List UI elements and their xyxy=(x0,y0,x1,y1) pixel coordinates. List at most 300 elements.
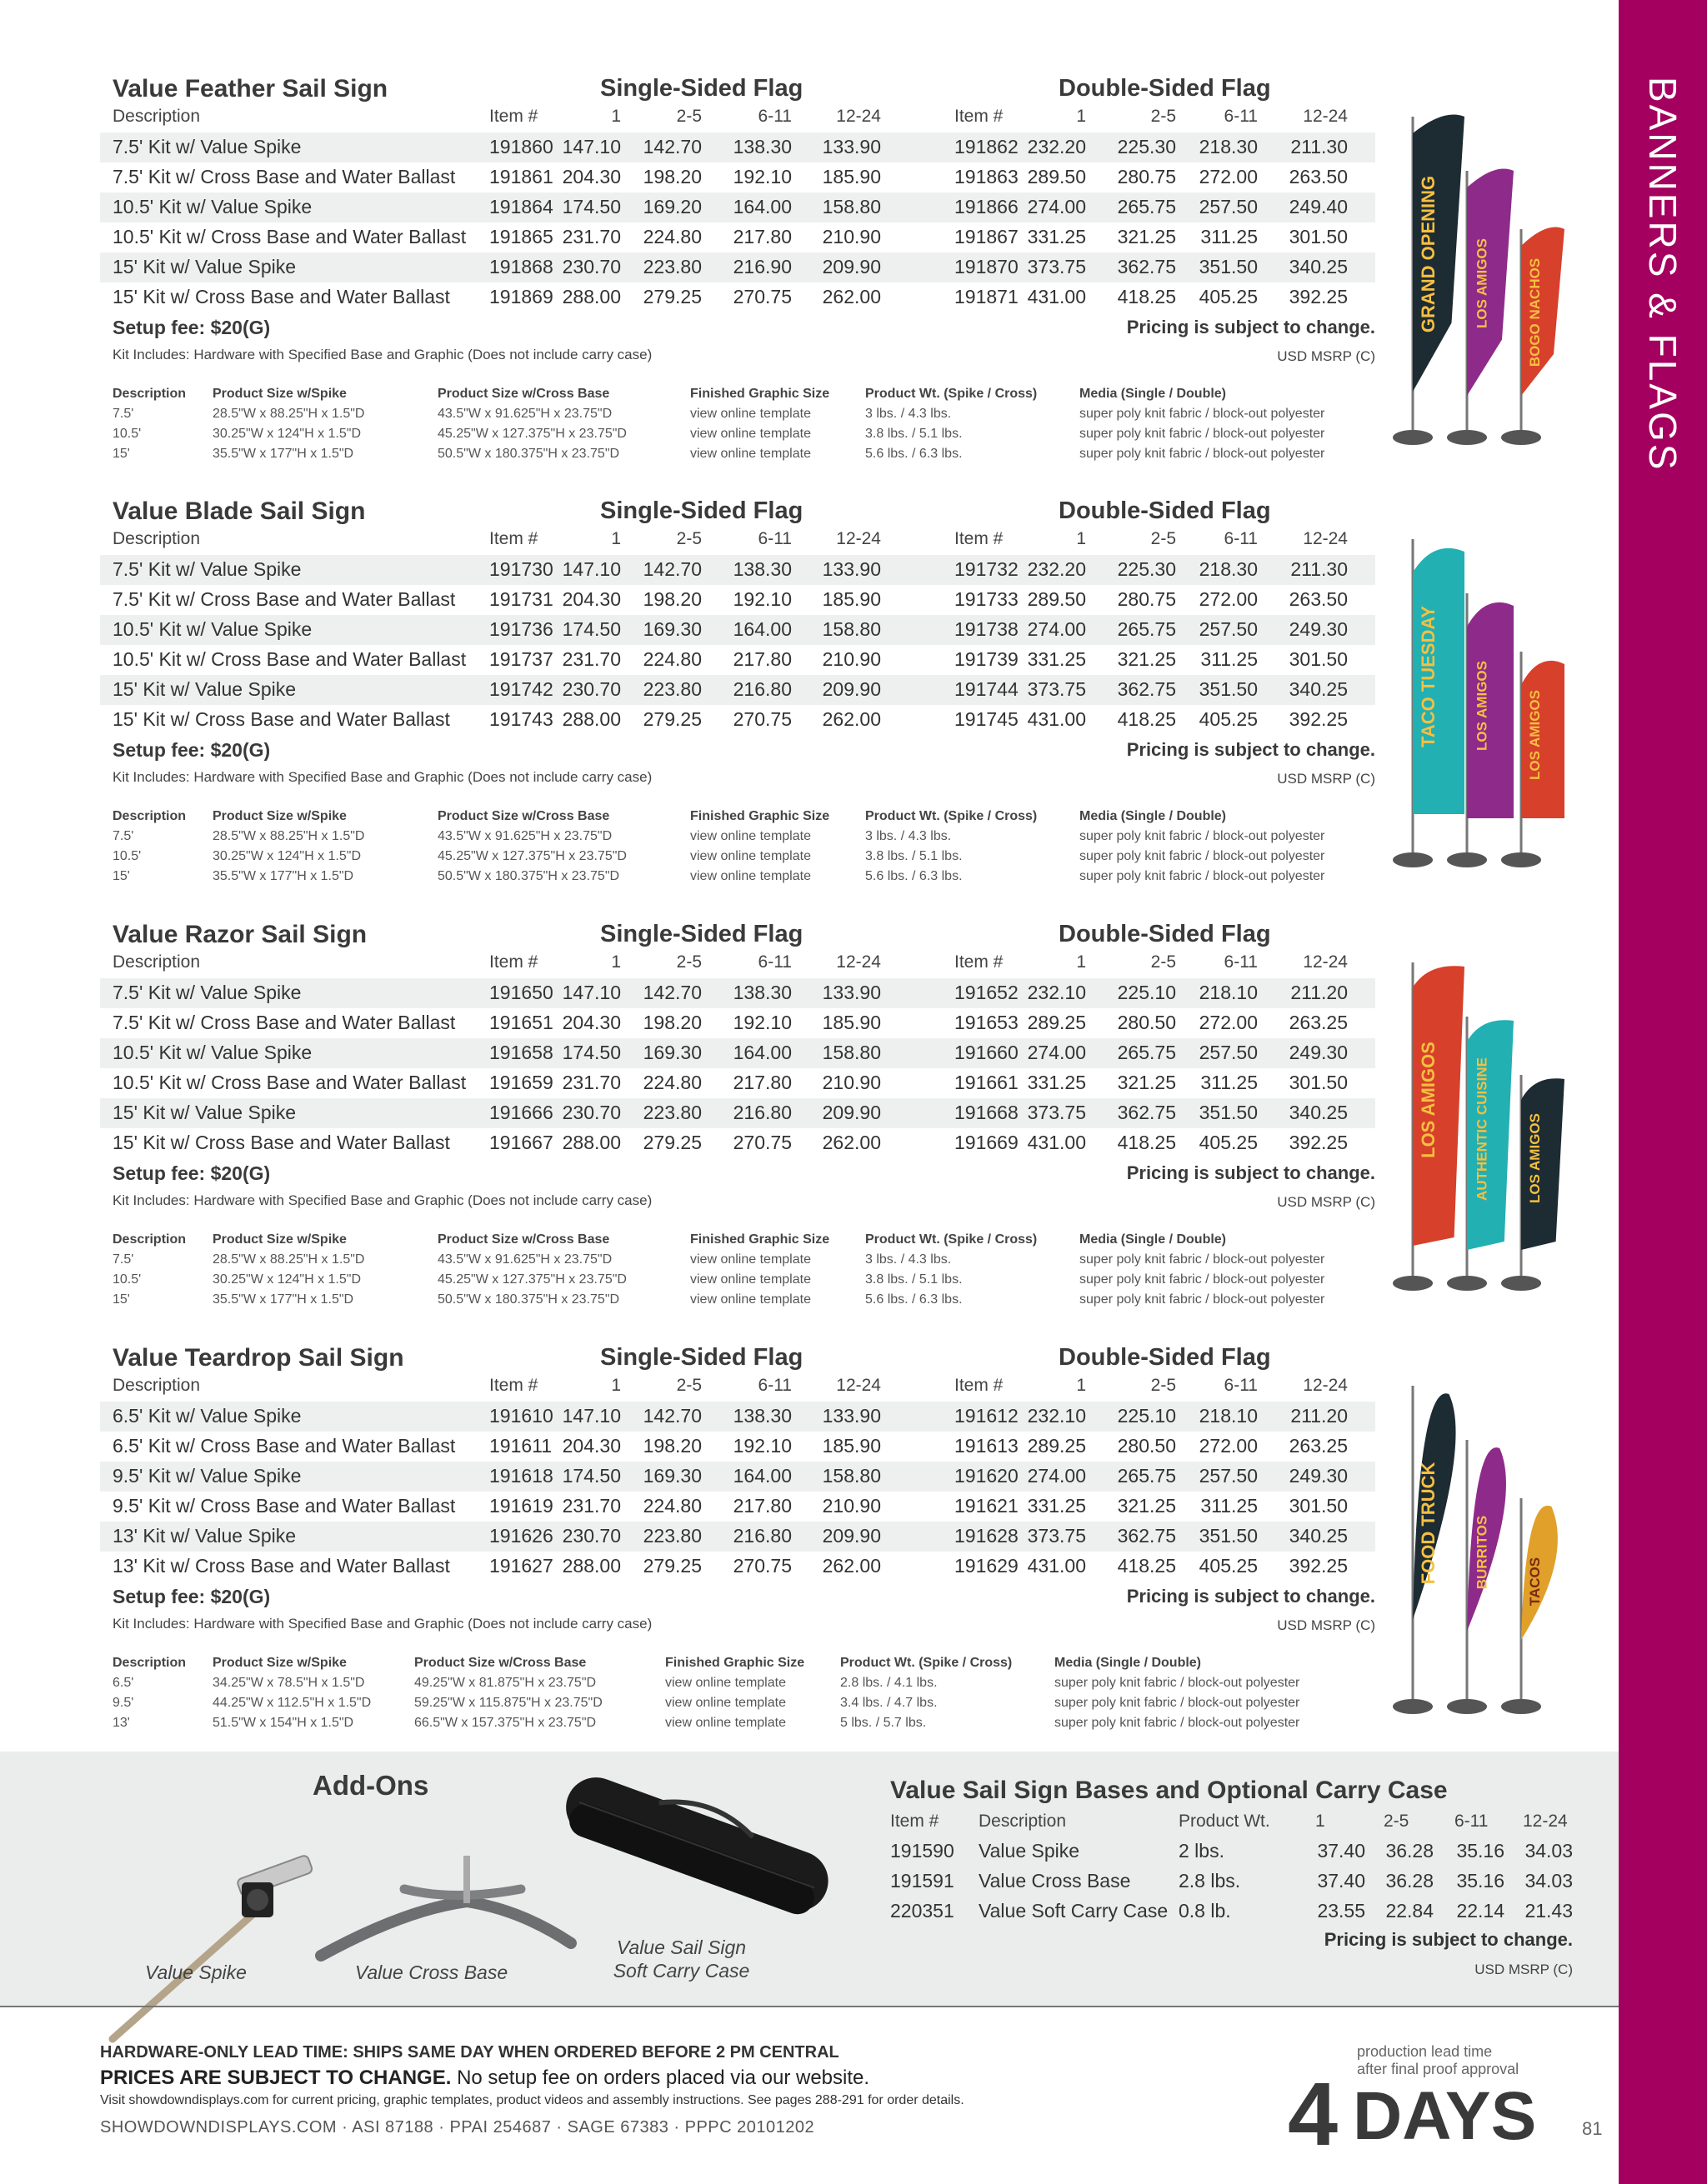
spec-header: Finished Graphic Size xyxy=(665,1656,805,1670)
bases-title: Value Sail Sign Bases and Optional Carry Case xyxy=(890,1777,1448,1804)
single-price: 158.80 xyxy=(822,1042,881,1063)
double-price: 232.20 xyxy=(1027,136,1086,157)
bases-price: 34.03 xyxy=(1524,1840,1573,1862)
pricing-note: Pricing is subject to change. xyxy=(1126,739,1375,760)
double-price: 321.25 xyxy=(1117,648,1176,670)
single-price: 223.80 xyxy=(643,256,702,277)
bases-item-number: 191591 xyxy=(890,1870,954,1892)
col-qty: 6-11 xyxy=(758,529,792,548)
spec-cell: 43.5"W x 91.625"H x 23.75"D xyxy=(438,407,613,421)
single-price: 158.80 xyxy=(822,1465,881,1487)
col-item: Item # xyxy=(954,1376,1004,1395)
spec-cell: view online template xyxy=(665,1716,786,1730)
double-price: 301.50 xyxy=(1289,1072,1348,1093)
spec-cell: 3.8 lbs. / 5.1 lbs. xyxy=(865,427,963,441)
row-description: 10.5' Kit w/ Value Spike xyxy=(113,196,313,217)
col-item: Item # xyxy=(954,529,1004,548)
table-row xyxy=(100,645,1375,675)
row-description: 7.5' Kit w/ Cross Base and Water Ballast xyxy=(113,1012,456,1033)
double-price: 418.25 xyxy=(1117,708,1176,730)
double-item-number: 191669 xyxy=(954,1132,1019,1153)
single-price: 210.90 xyxy=(822,226,881,247)
col-qty: 12-24 xyxy=(836,952,881,972)
double-price: 373.75 xyxy=(1027,1102,1086,1123)
bases-price: 35.16 xyxy=(1456,1840,1504,1862)
single-sided-heading: Single-Sided Flag xyxy=(600,497,803,524)
double-price: 392.25 xyxy=(1289,708,1348,730)
prices-rest: No setup fee on orders placed via our website. xyxy=(451,2067,870,2089)
table-row xyxy=(100,978,1375,1008)
single-price: 217.80 xyxy=(733,1495,792,1517)
double-price: 392.25 xyxy=(1289,286,1348,307)
pricing-note: Pricing is subject to change. xyxy=(1126,1162,1375,1183)
table-row xyxy=(100,1402,1375,1432)
spec-cell: view online template xyxy=(665,1676,786,1690)
table-row xyxy=(100,1098,1375,1128)
col-description: Description xyxy=(113,1376,201,1395)
double-price: 272.00 xyxy=(1199,166,1258,187)
spec-header: Product Size w/Spike xyxy=(213,1656,347,1670)
double-price: 351.50 xyxy=(1199,1102,1258,1123)
row-description: 15' Kit w/ Value Spike xyxy=(113,678,297,700)
spec-cell: 45.25"W x 127.375"H x 23.75"D xyxy=(438,427,627,441)
table-row xyxy=(100,1522,1375,1552)
double-price: 274.00 xyxy=(1027,1042,1086,1063)
flag-graphic-text: LOS AMIGOS xyxy=(1474,238,1490,328)
double-item-number: 191629 xyxy=(954,1555,1019,1577)
bases-item-number: 220351 xyxy=(890,1900,954,1922)
spec-cell: super poly knit fabric / block-out polyester xyxy=(1079,1252,1325,1267)
caption-carry-case-line2: Soft Carry Case xyxy=(613,1960,750,1982)
flag-graphic-text: TACOS xyxy=(1526,1557,1543,1607)
double-sided-heading: Double-Sided Flag xyxy=(1059,497,1271,524)
double-price: 431.00 xyxy=(1027,1132,1086,1153)
spec-cell: 5.6 lbs. / 6.3 lbs. xyxy=(865,1292,963,1307)
spec-cell: view online template xyxy=(690,447,811,461)
double-price: 373.75 xyxy=(1027,256,1086,277)
double-price: 351.50 xyxy=(1199,1525,1258,1547)
row-description: 10.5' Kit w/ Cross Base and Water Ballast xyxy=(113,226,467,247)
lead-days-number: 4 xyxy=(1288,2063,1339,2164)
single-price: 192.10 xyxy=(733,1435,792,1457)
table-row xyxy=(100,1008,1375,1038)
spec-cell: 3 lbs. / 4.3 lbs. xyxy=(865,1252,952,1267)
bases-weight: 0.8 lb. xyxy=(1179,1900,1231,1922)
double-price: 362.75 xyxy=(1117,678,1176,700)
spec-cell: 35.5"W x 177"H x 1.5"D xyxy=(213,869,354,883)
double-price: 249.30 xyxy=(1289,1042,1348,1063)
single-item-number: 191736 xyxy=(489,618,553,640)
double-price: 280.50 xyxy=(1117,1012,1176,1033)
spec-cell: 43.5"W x 91.625"H x 23.75"D xyxy=(438,829,613,843)
kit-includes: Kit Includes: Hardware with Specified Base and Graphic (Does not include carry case) xyxy=(113,1192,653,1208)
single-price: 192.10 xyxy=(733,588,792,610)
col-qty: 2-5 xyxy=(1150,107,1176,126)
single-price: 270.75 xyxy=(733,1132,792,1153)
double-price: 274.00 xyxy=(1027,1465,1086,1487)
spec-cell: 15' xyxy=(113,447,130,461)
flag xyxy=(1501,1075,1564,1291)
double-price: 232.10 xyxy=(1027,982,1086,1003)
setup-fee: Setup fee: $20(G) xyxy=(113,1586,271,1607)
single-price: 164.00 xyxy=(733,618,792,640)
double-price: 218.10 xyxy=(1199,1405,1258,1427)
spec-cell: 5.6 lbs. / 6.3 lbs. xyxy=(865,447,963,461)
double-price: 351.50 xyxy=(1199,678,1258,700)
row-description: 6.5' Kit w/ Value Spike xyxy=(113,1405,302,1427)
single-price: 231.70 xyxy=(562,648,621,670)
spec-cell: 28.5"W x 88.25"H x 1.5"D xyxy=(213,1252,365,1267)
bases-price: 37.40 xyxy=(1317,1870,1365,1892)
flag-graphic-text: GRAND OPENING xyxy=(1418,175,1439,333)
single-item-number: 191730 xyxy=(489,558,553,580)
double-sided-heading: Double-Sided Flag xyxy=(1059,921,1271,947)
row-description: 7.5' Kit w/ Value Spike xyxy=(113,136,302,157)
table-row xyxy=(100,1068,1375,1098)
single-price: 279.25 xyxy=(643,1132,702,1153)
double-price: 225.30 xyxy=(1117,136,1176,157)
bases-price: 22.14 xyxy=(1456,1900,1504,1922)
col-qty: 6-11 xyxy=(758,952,792,972)
single-price: 216.80 xyxy=(733,678,792,700)
single-price: 192.10 xyxy=(733,1012,792,1033)
single-price: 158.80 xyxy=(822,196,881,217)
bases-pricing-note: Pricing is subject to change. xyxy=(1324,1929,1573,1950)
spec-cell: 10.5' xyxy=(113,849,142,863)
msrp-note: USD MSRP (C) xyxy=(1277,348,1375,364)
spec-cell: 35.5"W x 177"H x 1.5"D xyxy=(213,447,354,461)
single-price: 138.30 xyxy=(733,558,792,580)
single-price: 231.70 xyxy=(562,226,621,247)
single-price: 231.70 xyxy=(562,1072,621,1093)
flag-base xyxy=(1393,430,1433,445)
spec-header: Product Size w/Cross Base xyxy=(414,1656,587,1670)
double-price: 265.75 xyxy=(1117,618,1176,640)
single-price: 204.30 xyxy=(562,1012,621,1033)
bases-header: 12-24 xyxy=(1523,1812,1568,1831)
spec-cell: 30.25"W x 124"H x 1.5"D xyxy=(213,1272,362,1287)
production-lead-label xyxy=(1357,2043,1519,2078)
single-price: 270.75 xyxy=(733,708,792,730)
double-price: 257.50 xyxy=(1199,1465,1258,1487)
col-qty: 12-24 xyxy=(1303,107,1348,126)
prices-bold: PRICES ARE SUBJECT TO CHANGE. xyxy=(100,2067,452,2089)
production-line-2: after final proof approval xyxy=(1357,2061,1519,2077)
single-item-number: 191659 xyxy=(489,1072,553,1093)
single-price: 224.80 xyxy=(643,648,702,670)
double-price: 321.25 xyxy=(1117,1072,1176,1093)
col-qty: 6-11 xyxy=(1224,529,1258,548)
single-price: 185.90 xyxy=(822,166,881,187)
single-price: 174.50 xyxy=(562,196,621,217)
single-item-number: 191651 xyxy=(489,1012,553,1033)
double-price: 405.25 xyxy=(1199,708,1258,730)
single-price: 158.80 xyxy=(822,618,881,640)
bases-header: Item # xyxy=(890,1812,939,1831)
double-item-number: 191866 xyxy=(954,196,1019,217)
single-price: 133.90 xyxy=(822,1405,881,1427)
double-price: 265.75 xyxy=(1117,196,1176,217)
double-price: 340.25 xyxy=(1289,1525,1348,1547)
double-price: 392.25 xyxy=(1289,1132,1348,1153)
spec-cell: 49.25"W x 81.875"H x 23.75"D xyxy=(414,1676,597,1690)
double-price: 311.25 xyxy=(1200,226,1258,247)
double-price: 431.00 xyxy=(1027,708,1086,730)
spec-cell: 10.5' xyxy=(113,427,142,441)
spec-cell: 13' xyxy=(113,1716,130,1730)
table-row xyxy=(100,1038,1375,1068)
spec-cell: 5 lbs. / 5.7 lbs. xyxy=(840,1716,927,1730)
single-item-number: 191860 xyxy=(489,136,553,157)
col-qty: 1 xyxy=(611,529,621,548)
spec-cell: 50.5"W x 180.375"H x 23.75"D xyxy=(438,1292,620,1307)
double-price: 331.25 xyxy=(1027,1495,1086,1517)
table-row xyxy=(100,1462,1375,1492)
single-price: 288.00 xyxy=(562,286,621,307)
double-price: 218.30 xyxy=(1199,558,1258,580)
double-price: 289.25 xyxy=(1027,1012,1086,1033)
product-section xyxy=(100,497,1375,914)
flag-graphic-text: LOS AMIGOS xyxy=(1418,1042,1439,1158)
bases-msrp: USD MSRP (C) xyxy=(1474,1962,1573,1977)
double-price: 232.20 xyxy=(1027,558,1086,580)
spec-cell: view online template xyxy=(690,427,811,441)
single-price: 164.00 xyxy=(733,196,792,217)
single-price: 169.30 xyxy=(643,1042,702,1063)
col-item: Item # xyxy=(489,1376,538,1395)
double-price: 211.30 xyxy=(1290,558,1348,580)
bases-item-number: 191590 xyxy=(890,1840,954,1862)
row-description: 10.5' Kit w/ Cross Base and Water Ballast xyxy=(113,648,467,670)
spec-cell: 66.5"W x 157.375"H x 23.75"D xyxy=(414,1716,597,1730)
double-sided-heading: Double-Sided Flag xyxy=(1059,75,1271,102)
flag-graphic-text: LOS AMIGOS xyxy=(1526,1113,1543,1203)
spec-cell: 51.5"W x 154"H x 1.5"D xyxy=(213,1716,354,1730)
product-section xyxy=(100,1344,1375,1761)
table-row xyxy=(100,132,1375,162)
flag-base xyxy=(1447,1276,1487,1291)
single-price: 210.90 xyxy=(822,648,881,670)
spec-header: Description xyxy=(113,1232,187,1247)
double-price: 362.75 xyxy=(1117,1525,1176,1547)
single-price: 209.90 xyxy=(822,678,881,700)
double-price: 340.25 xyxy=(1289,1102,1348,1123)
single-price: 147.10 xyxy=(562,558,621,580)
single-price: 279.25 xyxy=(643,1555,702,1577)
single-price: 138.30 xyxy=(733,1405,792,1427)
spec-cell: 59.25"W x 115.875"H x 23.75"D xyxy=(414,1696,603,1710)
bases-header: 6-11 xyxy=(1454,1812,1489,1831)
single-price: 262.00 xyxy=(822,286,881,307)
flag-base xyxy=(1447,430,1487,445)
spec-header: Finished Graphic Size xyxy=(690,387,830,401)
spec-cell: view online template xyxy=(690,869,811,883)
double-price: 362.75 xyxy=(1117,1102,1176,1123)
single-price: 230.70 xyxy=(562,678,621,700)
double-price: 263.50 xyxy=(1289,588,1348,610)
flag-illustration xyxy=(1388,100,1579,458)
bases-price: 34.03 xyxy=(1524,1870,1573,1892)
col-qty: 2-5 xyxy=(1150,529,1176,548)
caption-carry-case-line1: Value Sail Sign xyxy=(616,1937,747,1958)
double-price: 218.30 xyxy=(1199,136,1258,157)
single-price: 230.70 xyxy=(562,1525,621,1547)
double-price: 301.50 xyxy=(1289,648,1348,670)
kit-includes: Kit Includes: Hardware with Specified Base and Graphic (Does not include carry case) xyxy=(113,347,653,362)
spec-header: Product Size w/Cross Base xyxy=(438,809,610,823)
col-qty: 12-24 xyxy=(836,529,881,548)
single-price: 209.90 xyxy=(822,1102,881,1123)
caption-cross-base: Value Cross Base xyxy=(354,1962,508,1983)
double-price: 272.00 xyxy=(1199,588,1258,610)
single-price: 174.50 xyxy=(562,1465,621,1487)
double-item-number: 191867 xyxy=(954,226,1019,247)
single-price: 164.00 xyxy=(733,1042,792,1063)
spec-header: Description xyxy=(113,1656,187,1670)
single-item-number: 191666 xyxy=(489,1102,553,1123)
table-row xyxy=(100,1492,1375,1522)
col-qty: 2-5 xyxy=(1150,952,1176,972)
row-description: 15' Kit w/ Cross Base and Water Ballast xyxy=(113,708,450,730)
spec-header: Product Size w/Cross Base xyxy=(438,1232,610,1247)
double-price: 272.00 xyxy=(1199,1435,1258,1457)
single-price: 133.90 xyxy=(822,982,881,1003)
single-price: 230.70 xyxy=(562,256,621,277)
double-price: 263.50 xyxy=(1289,166,1348,187)
row-description: 7.5' Kit w/ Cross Base and Water Ballast xyxy=(113,166,456,187)
spec-cell: view online template xyxy=(690,407,811,421)
spec-cell: 15' xyxy=(113,1292,130,1307)
single-price: 133.90 xyxy=(822,558,881,580)
flag-base xyxy=(1393,1276,1433,1291)
single-sided-heading: Single-Sided Flag xyxy=(600,1344,803,1371)
spec-cell: 5.6 lbs. / 6.3 lbs. xyxy=(865,869,963,883)
single-item-number: 191610 xyxy=(489,1405,553,1427)
double-price: 321.25 xyxy=(1117,1495,1176,1517)
single-price: 204.30 xyxy=(562,166,621,187)
col-qty: 12-24 xyxy=(836,1376,881,1395)
single-price: 142.70 xyxy=(643,982,702,1003)
single-price: 262.00 xyxy=(822,708,881,730)
product-title: Value Teardrop Sail Sign xyxy=(113,1344,404,1372)
single-price: 288.00 xyxy=(562,708,621,730)
spec-cell: view online template xyxy=(690,849,811,863)
spec-cell: 7.5' xyxy=(113,829,134,843)
row-description: 13' Kit w/ Cross Base and Water Ballast xyxy=(113,1555,450,1577)
col-qty: 1 xyxy=(1076,529,1086,548)
pricing-note: Pricing is subject to change. xyxy=(1126,1586,1375,1607)
kit-includes: Kit Includes: Hardware with Specified Base and Graphic (Does not include carry case) xyxy=(113,769,653,785)
product-section xyxy=(100,921,1375,1337)
flag-illustration xyxy=(1388,522,1579,881)
single-price: 216.80 xyxy=(733,1102,792,1123)
bases-description: Value Soft Carry Case xyxy=(979,1900,1169,1922)
single-price: 231.70 xyxy=(562,1495,621,1517)
flag-graphic-text: AUTHENTIC CUISINE xyxy=(1474,1057,1490,1201)
col-description: Description xyxy=(113,952,201,972)
double-price: 392.25 xyxy=(1289,1555,1348,1577)
spec-header: Product Wt. (Spike / Cross) xyxy=(865,387,1038,401)
bases-weight: 2.8 lbs. xyxy=(1179,1870,1241,1892)
row-description: 10.5' Kit w/ Cross Base and Water Ballast xyxy=(113,1072,467,1093)
visit-note: Visit showdowndisplays.com for current pricing, graphic templates, product videos and assembly instructions. See pages 288-291 for order details. xyxy=(100,2093,964,2107)
bases-header: 1 xyxy=(1315,1812,1325,1831)
spec-header: Product Size w/Spike xyxy=(213,387,347,401)
flag-base xyxy=(1501,852,1541,867)
spec-cell: 50.5"W x 180.375"H x 23.75"D xyxy=(438,869,620,883)
double-price: 405.25 xyxy=(1199,1132,1258,1153)
row-description: 10.5' Kit w/ Value Spike xyxy=(113,1042,313,1063)
col-qty: 2-5 xyxy=(676,107,702,126)
single-price: 185.90 xyxy=(822,1435,881,1457)
single-price: 224.80 xyxy=(643,1072,702,1093)
double-price: 280.75 xyxy=(1117,166,1176,187)
bases-price: 37.40 xyxy=(1317,1840,1365,1862)
setup-fee: Setup fee: $20(G) xyxy=(113,739,271,761)
double-price: 274.00 xyxy=(1027,196,1086,217)
col-qty: 2-5 xyxy=(676,529,702,548)
col-qty: 6-11 xyxy=(758,107,792,126)
table-row xyxy=(100,585,1375,615)
spec-header: Product Size w/Cross Base xyxy=(438,387,610,401)
flag-base xyxy=(1447,852,1487,867)
spec-header: Media (Single / Double) xyxy=(1054,1656,1202,1670)
row-description: 10.5' Kit w/ Value Spike xyxy=(113,618,313,640)
page-number: 81 xyxy=(1582,2118,1603,2139)
table-row xyxy=(100,615,1375,645)
single-item-number: 191869 xyxy=(489,286,553,307)
spec-cell: super poly knit fabric / block-out polyester xyxy=(1054,1696,1300,1710)
spec-cell: super poly knit fabric / block-out polyester xyxy=(1079,1292,1325,1307)
single-price: 204.30 xyxy=(562,1435,621,1457)
single-item-number: 191611 xyxy=(489,1435,553,1457)
single-sided-heading: Single-Sided Flag xyxy=(600,75,803,102)
col-qty: 1 xyxy=(611,1376,621,1395)
double-price: 373.75 xyxy=(1027,1525,1086,1547)
kit-includes: Kit Includes: Hardware with Specified Base and Graphic (Does not include carry case) xyxy=(113,1616,653,1632)
single-item-number: 191658 xyxy=(489,1042,553,1063)
flag xyxy=(1393,1386,1456,1714)
bases-price: 36.28 xyxy=(1385,1840,1434,1862)
spec-cell: 3 lbs. / 4.3 lbs. xyxy=(865,829,952,843)
double-item-number: 191738 xyxy=(954,618,1019,640)
double-item-number: 191871 xyxy=(954,286,1019,307)
double-price: 265.75 xyxy=(1117,1042,1176,1063)
msrp-note: USD MSRP (C) xyxy=(1277,1194,1375,1210)
single-price: 224.80 xyxy=(643,226,702,247)
spec-cell: super poly knit fabric / block-out polyester xyxy=(1079,849,1325,863)
row-description: 6.5' Kit w/ Cross Base and Water Ballast xyxy=(113,1435,456,1457)
col-qty: 12-24 xyxy=(1303,529,1348,548)
spec-cell: super poly knit fabric / block-out polyester xyxy=(1079,869,1325,883)
spec-cell: super poly knit fabric / block-out polyester xyxy=(1079,1272,1325,1287)
single-price: 147.10 xyxy=(562,1405,621,1427)
col-qty: 12-24 xyxy=(1303,1376,1348,1395)
double-item-number: 191739 xyxy=(954,648,1019,670)
bases-header: 2-5 xyxy=(1384,1812,1409,1831)
double-item-number: 191620 xyxy=(954,1465,1019,1487)
spec-cell: 3.4 lbs. / 4.7 lbs. xyxy=(840,1696,938,1710)
row-description: 15' Kit w/ Value Spike xyxy=(113,256,297,277)
single-price: 164.00 xyxy=(733,1465,792,1487)
single-price: 216.90 xyxy=(733,256,792,277)
double-price: 289.50 xyxy=(1027,588,1086,610)
single-item-number: 191865 xyxy=(489,226,553,247)
table-row xyxy=(100,192,1375,222)
col-description: Description xyxy=(113,107,201,126)
spec-header: Description xyxy=(113,387,187,401)
col-description: Description xyxy=(113,529,201,548)
